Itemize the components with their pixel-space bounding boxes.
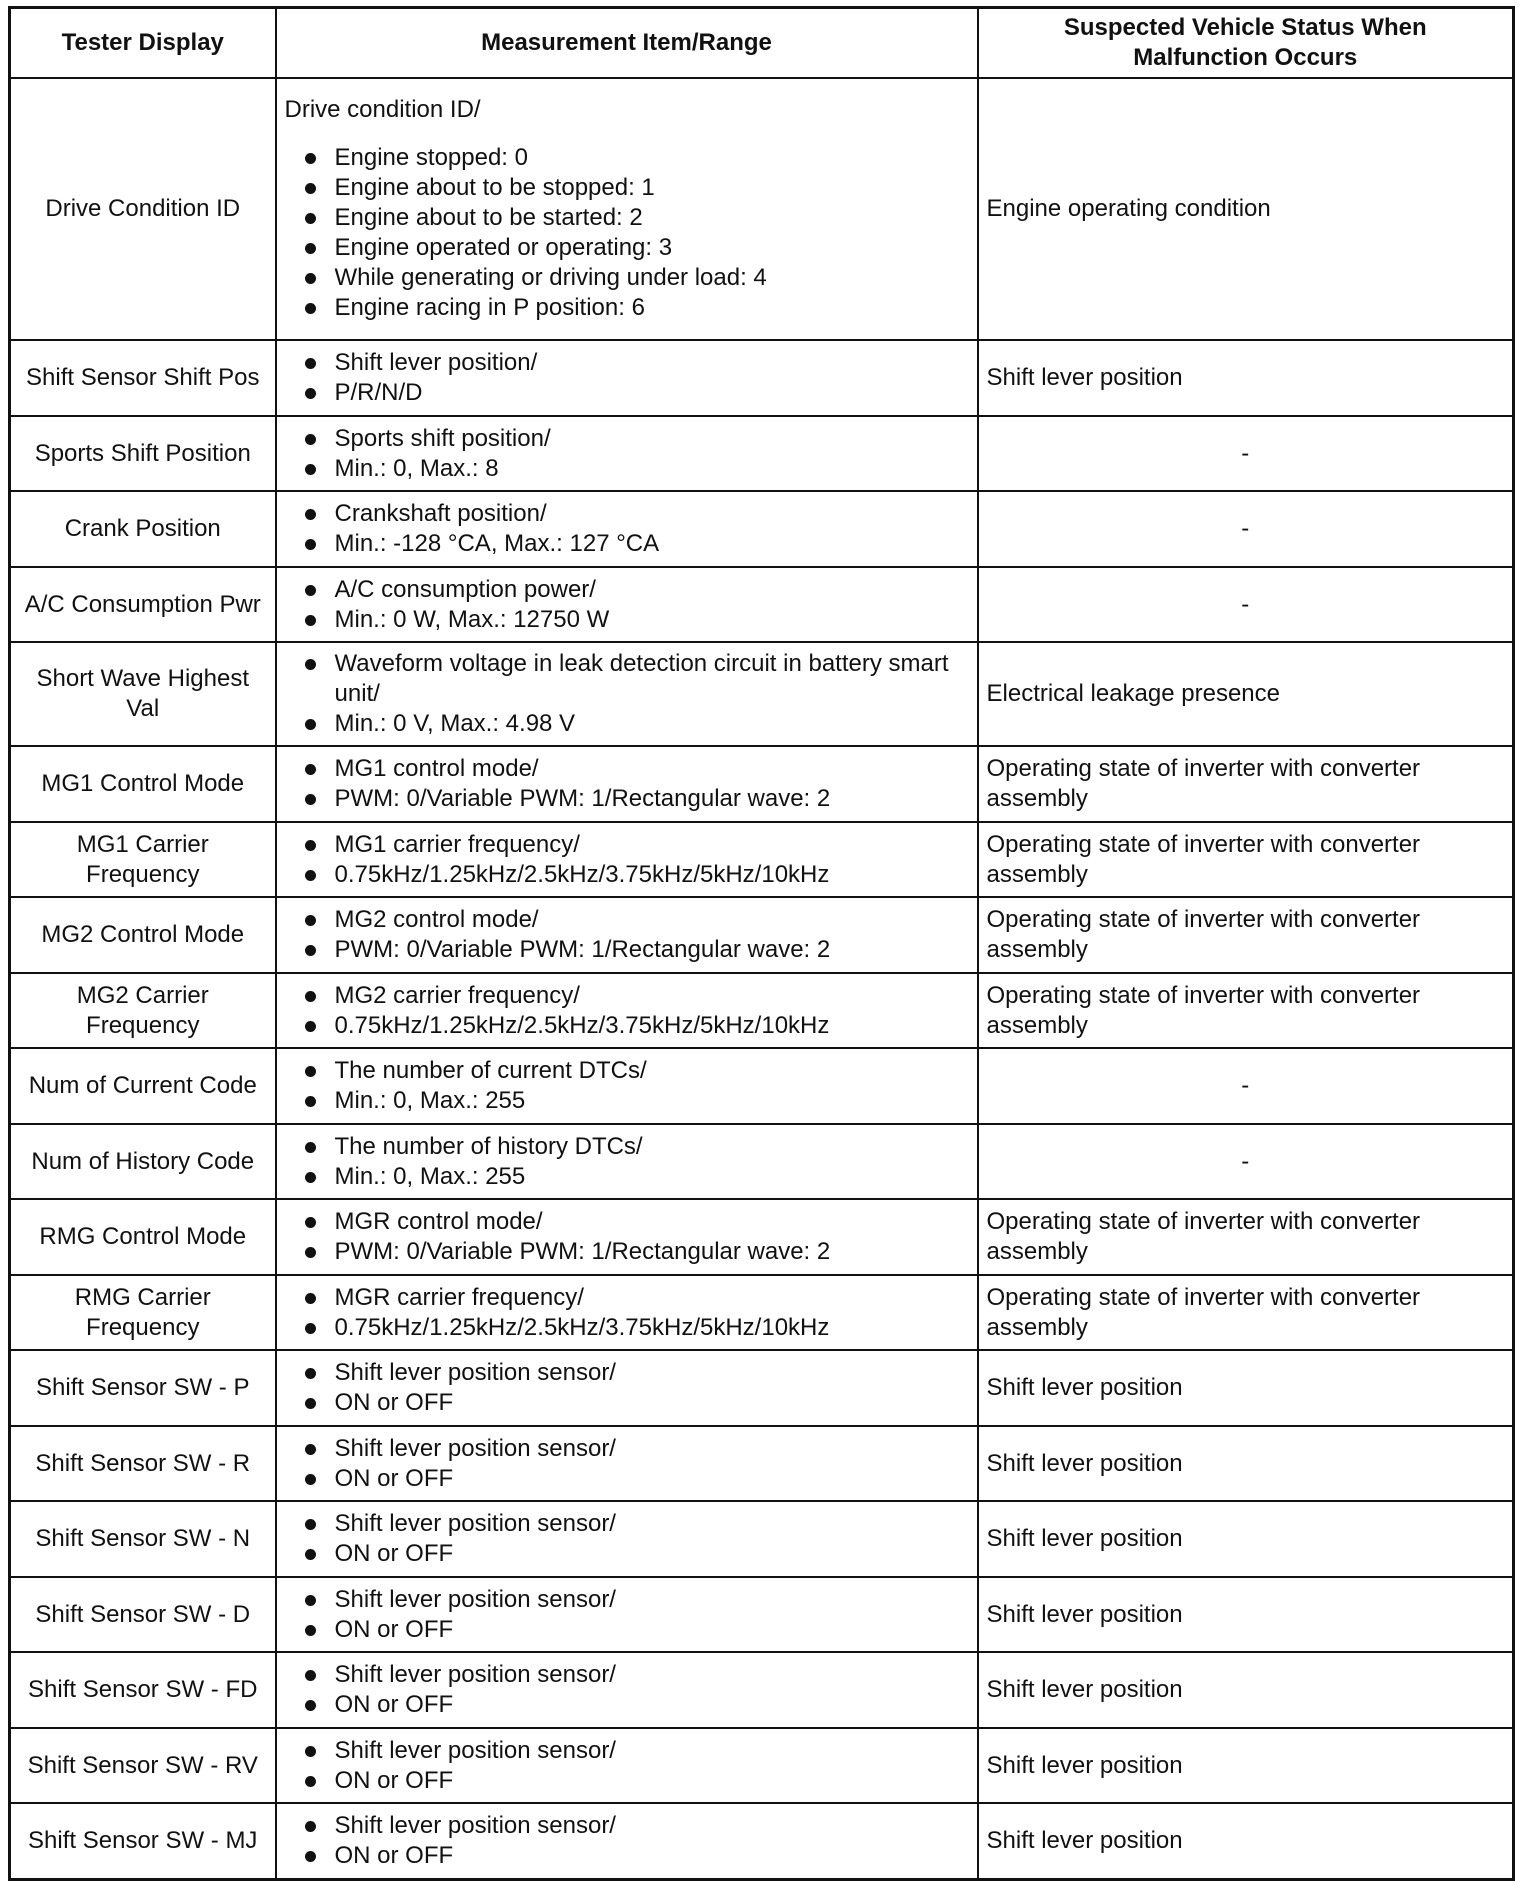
measurement-bullet-text: Min.: 0, Max.: 8 [334,454,499,482]
measurement-bullet-item [285,784,969,814]
measurement-bullet-item [285,649,969,709]
measurement-bullet-text: P/R/N/D [334,379,423,406]
measurement-bullet-text: Shift lever position sensor/ [334,1661,616,1688]
measurement-intro: Drive condition ID/ [284,96,481,123]
measurement-bullet-text: Engine about to be started: 2 [334,204,643,231]
measurement-bullet-text: Sports shift position/ [334,424,551,452]
bullet-dot-icon [305,1021,316,1032]
bullet-dot-icon [305,794,316,805]
measurement-bullet-list [285,1660,969,1720]
bullet-dot-icon [305,1293,316,1304]
table-row [10,1803,1514,1879]
measurement-cell [276,1728,978,1803]
bullet-dot-icon [305,243,316,254]
measurement-bullet-list [285,830,969,890]
measurement-bullet-text: ON or OFF [334,1464,454,1492]
measurement-bullet-text: Engine operated or operating: 3 [334,234,673,261]
measurement-bullet-item [285,348,969,378]
table-row [10,78,1514,340]
bullet-dot-icon [305,1549,316,1560]
table-row [10,642,1514,746]
bullet-dot-icon [305,358,316,369]
bullet-dot-icon [305,1217,316,1228]
measurement-bullet-text: Shift lever position sensor/ [334,1510,616,1537]
measurement-bullet-text: Shift lever position/ [334,349,538,376]
bullet-dot-icon [305,1368,316,1379]
measurement-bullet-list [285,424,969,484]
measurement-cell [276,973,978,1048]
header-status-line-2: Malfunction Occurs [1133,44,1358,71]
measurement-bullet-list [285,905,969,965]
measurement-bullet-item [285,1237,969,1267]
measurement-bullet-text: MGR carrier frequency/ [334,1283,584,1311]
measurement-bullet-text: A/C consumption power/ [334,575,596,603]
bullet-dot-icon [305,659,316,670]
measurement-bullet-list [285,575,969,635]
bullet-dot-icon [305,1776,316,1787]
table-row [10,822,1514,897]
measurement-bullet-text: Shift lever position sensor/ [334,1434,616,1462]
table-row [10,1426,1514,1501]
table-row [10,416,1514,491]
measurement-bullet-text: 0.75kHz/1.25kHz/2.5kHz/3.75kHz/5kHz/10kHz [334,1313,830,1341]
measurement-bullet-list [285,143,969,323]
measurement-bullet-text: ON or OFF [334,1841,454,1869]
header-suspected-status [978,8,1514,79]
suspected-status-cell: Operating state of inverter with converter assembly [978,746,1514,822]
measurement-bullet-item [285,981,969,1011]
measurement-bullet-item [285,905,969,935]
suspected-status-cell: Operating state of inverter with converter assembly [978,822,1514,897]
tester-display-cell: Sports Shift Position [10,416,276,491]
suspected-status-cell: Electrical leakage presence [978,642,1514,746]
measurement-bullet-text: ON or OFF [334,1691,454,1718]
tester-display-cell: Shift Sensor SW - RV [10,1728,276,1803]
bullet-dot-icon [305,1700,316,1711]
measurement-bullet-text: Shift lever position sensor/ [334,1585,616,1613]
measurement-bullet-item [285,1766,969,1796]
measurement-bullet-text: Min.: 0 V, Max.: 4.98 V [334,710,576,737]
data-list-table [8,6,1515,1881]
measurement-bullet-list [285,1283,969,1343]
tester-display-cell: A/C Consumption Pwr [10,567,276,642]
bullet-dot-icon [305,1821,316,1832]
measurement-bullet-item [285,1207,969,1237]
header-status-line-1: Suspected Vehicle Status When [1063,14,1427,41]
measurement-cell [276,567,978,642]
bullet-dot-icon [305,213,316,224]
measurement-bullet-item [285,935,969,965]
measurement-bullet-list [285,649,969,739]
measurement-cell [276,416,978,491]
measurement-bullet-list [285,348,969,408]
bullet-dot-icon [305,1625,316,1636]
measurement-cell [276,1803,978,1879]
measurement-bullet-item [285,1660,969,1690]
measurement-bullet-item [285,1690,969,1720]
table-row [10,973,1514,1048]
measurement-bullet-text: PWM: 0/Variable PWM: 1/Rectangular wave: 2 [334,785,831,812]
table-row [10,1048,1514,1124]
bullet-dot-icon [305,464,316,475]
measurement-bullet-item [285,1509,969,1539]
measurement-bullet-text: The number of history DTCs/ [334,1132,643,1160]
measurement-bullet-list [285,981,969,1041]
measurement-bullet-item [285,499,969,529]
measurement-bullet-text: MG1 control mode/ [334,755,539,782]
measurement-bullet-list [285,1132,969,1192]
header-tester-display: Tester Display [10,8,276,79]
bullet-dot-icon [305,1172,316,1183]
bullet-dot-icon [305,153,316,164]
measurement-bullet-text: Shift lever position sensor/ [334,1811,616,1839]
measurement-bullet-item [285,1011,969,1041]
measurement-cell [276,1124,978,1199]
bullet-dot-icon [305,539,316,550]
measurement-bullet-text: PWM: 0/Variable PWM: 1/Rectangular wave: 2 [334,1238,831,1265]
measurement-bullet-item [285,1283,969,1313]
measurement-bullet-list [285,1509,969,1569]
suspected-status-cell: Shift lever position [978,1803,1514,1879]
tester-display-cell: Shift Sensor SW - D [10,1577,276,1652]
measurement-bullet-text: Shift lever position sensor/ [334,1736,616,1764]
measurement-cell [276,822,978,897]
bullet-dot-icon [305,509,316,520]
measurement-bullet-item [285,424,969,454]
table-row [10,1577,1514,1652]
measurement-bullet-item [285,1841,969,1871]
table-row [10,1728,1514,1803]
measurement-bullet-item [285,860,969,890]
tester-display-cell: MG1 Control Mode [10,746,276,822]
tester-display-cell: RMG Control Mode [10,1199,276,1275]
measurement-bullet-list [285,1056,969,1116]
measurement-bullet-item [285,830,969,860]
measurement-bullet-text: ON or OFF [334,1766,454,1794]
suspected-status-cell: Operating state of inverter with converter assembly [978,897,1514,973]
measurement-bullet-list [285,1358,969,1418]
suspected-status-cell: Operating state of inverter with converter assembly [978,973,1514,1048]
measurement-bullet-text: Shift lever position sensor/ [334,1359,616,1386]
header-measurement-item: Measurement Item/Range [276,8,978,79]
bullet-dot-icon [305,1670,316,1681]
measurement-bullet-item [285,454,969,484]
measurement-bullet-text: Min.: 0, Max.: 255 [334,1087,526,1114]
measurement-bullet-list [285,1434,969,1494]
bullet-dot-icon [305,1444,316,1455]
measurement-cell [276,78,978,340]
measurement-bullet-list [285,499,969,559]
bullet-dot-icon [305,840,316,851]
measurement-cell [276,642,978,746]
table-row [10,1275,1514,1350]
suspected-status-cell: - [978,1124,1514,1199]
tester-display-cell: Drive Condition ID [10,78,276,340]
bullet-dot-icon [305,870,316,881]
measurement-bullet-item [285,173,969,203]
measurement-bullet-list [285,1736,969,1796]
measurement-bullet-text: Min.: 0, Max.: 255 [334,1162,526,1190]
bullet-dot-icon [305,615,316,626]
bullet-dot-icon [305,945,316,956]
suspected-status-cell: - [978,1048,1514,1124]
bullet-dot-icon [305,388,316,399]
measurement-bullet-item [285,575,969,605]
measurement-cell [276,1426,978,1501]
measurement-cell [276,1350,978,1426]
tester-display-cell: MG1 Carrier Frequency [10,822,276,897]
tester-display-cell: Shift Sensor SW - P [10,1350,276,1426]
bullet-dot-icon [305,1474,316,1485]
bullet-dot-icon [305,183,316,194]
measurement-bullet-text: MG2 control mode/ [334,906,539,933]
bullet-dot-icon [305,585,316,596]
tester-display-cell: Num of Current Code [10,1048,276,1124]
suspected-status-cell: Shift lever position [978,1577,1514,1652]
bullet-dot-icon [305,434,316,445]
measurement-bullet-item [285,1434,969,1464]
measurement-bullet-text: 0.75kHz/1.25kHz/2.5kHz/3.75kHz/5kHz/10kHz [334,1011,830,1039]
measurement-cell [276,1048,978,1124]
measurement-bullet-item [285,1615,969,1645]
measurement-cell [276,746,978,822]
suspected-status-cell: Shift lever position [978,1652,1514,1728]
measurement-bullet-text: MG2 carrier frequency/ [334,981,580,1009]
suspected-status-cell: Shift lever position [978,1350,1514,1426]
measurement-bullet-text: Crankshaft position/ [334,500,547,527]
suspected-status-cell: Shift lever position [978,1426,1514,1501]
tester-display-cell: Shift Sensor SW - MJ [10,1803,276,1879]
measurement-bullet-list [285,754,969,814]
suspected-status-cell: - [978,491,1514,567]
measurement-bullet-text: MGR control mode/ [334,1208,543,1235]
tester-display-cell: MG2 Control Mode [10,897,276,973]
measurement-bullet-list [285,1585,969,1645]
bullet-dot-icon [305,1323,316,1334]
measurement-bullet-text: ON or OFF [334,1615,454,1643]
measurement-cell [276,340,978,416]
measurement-bullet-item [285,1585,969,1615]
measurement-cell [276,1501,978,1577]
tester-display-cell: RMG Carrier Frequency [10,1275,276,1350]
measurement-bullet-item [285,378,969,408]
table-row [10,567,1514,642]
measurement-bullet-text: Waveform voltage in leak detection circuit in battery smart unit/ [334,650,949,707]
bullet-dot-icon [305,273,316,284]
bullet-dot-icon [305,991,316,1002]
tester-display-cell: Short Wave Highest Val [10,642,276,746]
table-row [10,1350,1514,1426]
measurement-bullet-item [285,143,969,173]
bullet-dot-icon [305,915,316,926]
bullet-dot-icon [305,1142,316,1153]
measurement-cell [276,897,978,973]
measurement-bullet-text: 0.75kHz/1.25kHz/2.5kHz/3.75kHz/5kHz/10kHz [334,860,830,888]
bullet-dot-icon [305,1247,316,1258]
measurement-bullet-item [285,203,969,233]
bullet-dot-icon [305,1398,316,1409]
measurement-bullet-item [285,709,969,739]
measurement-bullet-item [285,605,969,635]
suspected-status-cell: Shift lever position [978,1501,1514,1577]
table-row [10,746,1514,822]
measurement-bullet-text: Engine about to be stopped: 1 [334,174,655,201]
measurement-bullet-item [285,233,969,263]
table-row [10,340,1514,416]
bullet-dot-icon [305,1746,316,1757]
suspected-status-cell: Shift lever position [978,340,1514,416]
tester-display-cell: Crank Position [10,491,276,567]
measurement-bullet-text: ON or OFF [334,1540,454,1567]
suspected-status-cell: Engine operating condition [978,78,1514,340]
measurement-bullet-item [285,1736,969,1766]
measurement-bullet-list [285,1811,969,1871]
measurement-bullet-item [285,263,969,293]
bullet-dot-icon [305,303,316,314]
measurement-bullet-item [285,1811,969,1841]
bullet-dot-icon [305,764,316,775]
measurement-bullet-item [285,1132,969,1162]
tester-display-cell: Num of History Code [10,1124,276,1199]
table-row [10,897,1514,973]
measurement-bullet-item [285,529,969,559]
measurement-cell [276,1577,978,1652]
measurement-bullet-item [285,1313,969,1343]
measurement-bullet-text: PWM: 0/Variable PWM: 1/Rectangular wave: 2 [334,936,831,963]
measurement-cell [276,1652,978,1728]
measurement-bullet-item [285,1086,969,1116]
table-row [10,1199,1514,1275]
measurement-bullet-text: Engine stopped: 0 [334,144,528,171]
bullet-dot-icon [305,1851,316,1862]
suspected-status-cell: Operating state of inverter with converter assembly [978,1199,1514,1275]
tester-display-cell: Shift Sensor SW - FD [10,1652,276,1728]
measurement-bullet-list [285,1207,969,1267]
measurement-bullet-item [285,1388,969,1418]
table-row [10,1124,1514,1199]
table-row [10,1501,1514,1577]
table-header-row [10,8,1514,79]
tester-display-cell: MG2 Carrier Frequency [10,973,276,1048]
suspected-status-cell: - [978,416,1514,491]
tester-display-cell: Shift Sensor SW - N [10,1501,276,1577]
bullet-dot-icon [305,1519,316,1530]
measurement-bullet-text: ON or OFF [334,1389,454,1416]
measurement-cell [276,1275,978,1350]
measurement-bullet-text: MG1 carrier frequency/ [334,830,580,858]
measurement-cell [276,491,978,567]
measurement-bullet-text: Min.: 0 W, Max.: 12750 W [334,605,610,633]
tester-display-cell: Shift Sensor SW - R [10,1426,276,1501]
measurement-bullet-item [285,293,969,323]
measurement-bullet-item [285,1056,969,1086]
measurement-bullet-item [285,754,969,784]
table-row [10,1652,1514,1728]
bullet-dot-icon [305,1595,316,1606]
measurement-bullet-item [285,1358,969,1388]
bullet-dot-icon [305,1066,316,1077]
measurement-bullet-text: The number of current DTCs/ [334,1057,647,1084]
measurement-bullet-text: Engine racing in P position: 6 [334,294,645,321]
bullet-dot-icon [305,1096,316,1107]
bullet-dot-icon [305,719,316,730]
measurement-bullet-item [285,1464,969,1494]
measurement-bullet-item [285,1539,969,1569]
measurement-bullet-text: While generating or driving under load: 4 [334,264,767,291]
tester-display-cell: Shift Sensor Shift Pos [10,340,276,416]
measurement-bullet-item [285,1162,969,1192]
suspected-status-cell: Operating state of inverter with converter assembly [978,1275,1514,1350]
suspected-status-cell: Shift lever position [978,1728,1514,1803]
suspected-status-cell: - [978,567,1514,642]
measurement-bullet-text: Min.: -128 °CA, Max.: 127 °CA [334,530,660,557]
table-row [10,491,1514,567]
measurement-cell [276,1199,978,1275]
